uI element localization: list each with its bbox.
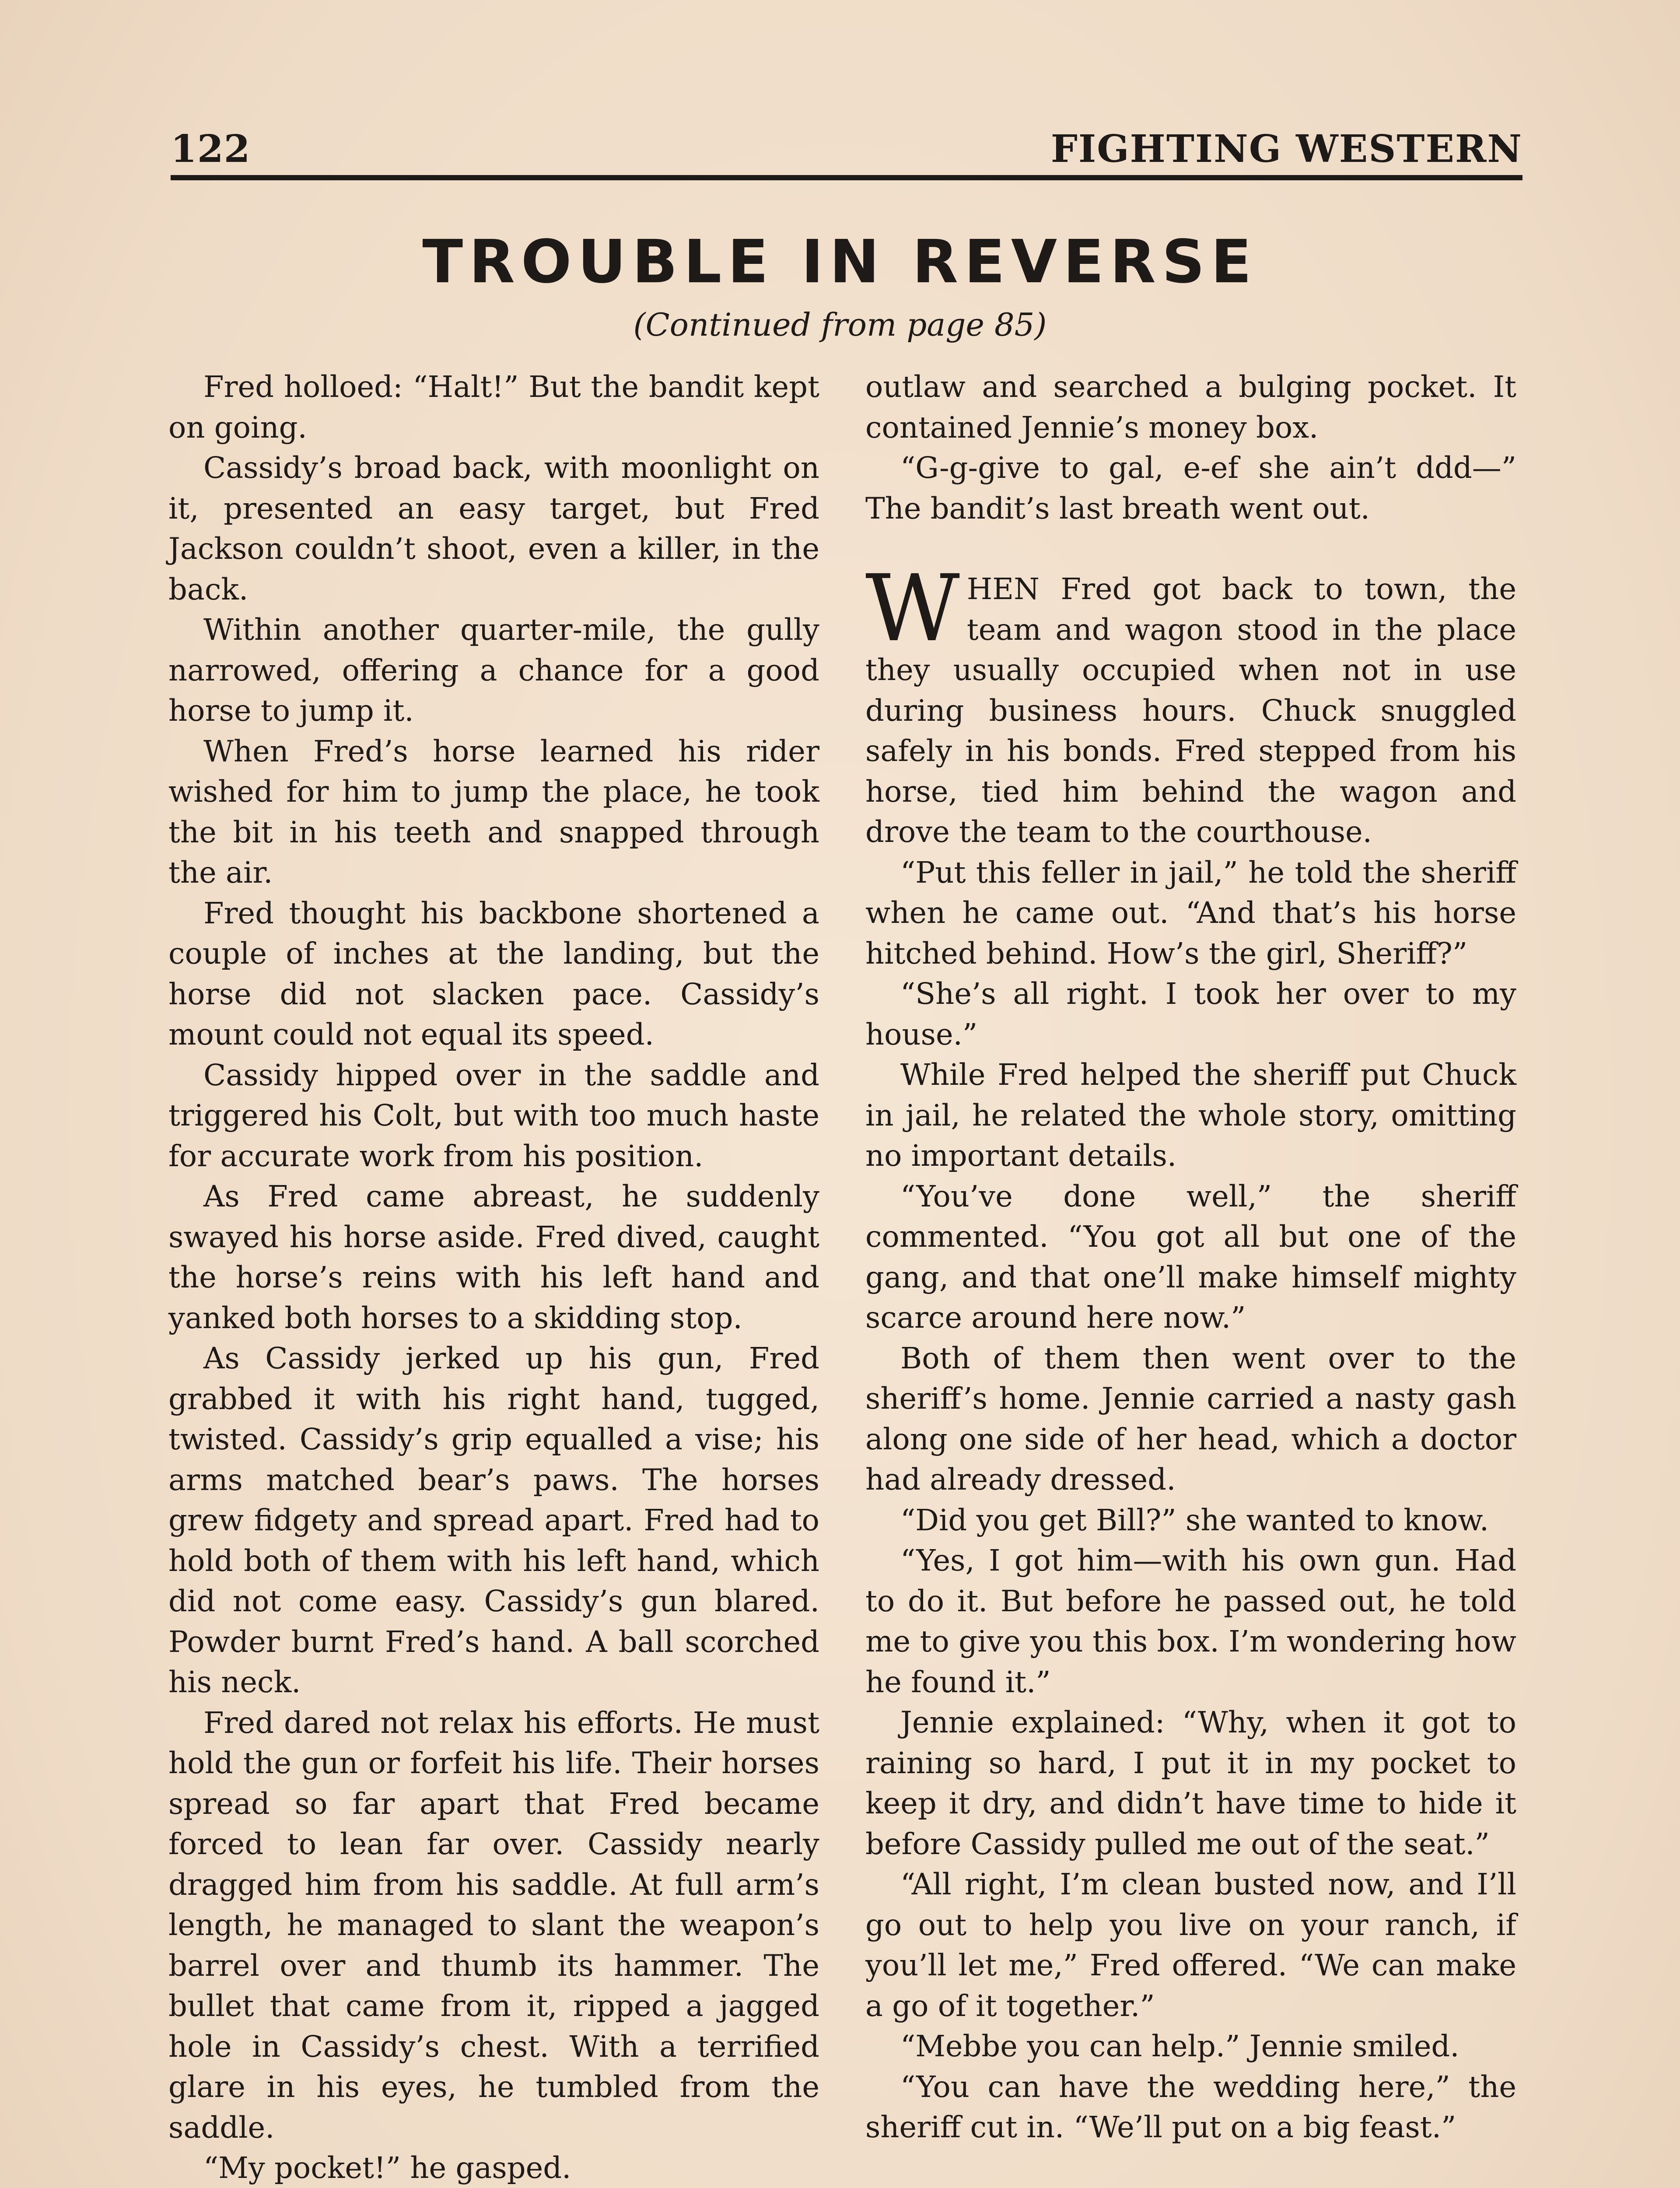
- paragraph: “All right, I’m clean busted now, and I’ll go out to help you live on your ranch, if you’ll let me,” Fred offered. “We can make a go of it together.”: [865, 1867, 1516, 2023]
- paragraph: “G-g-give to gal, e-ef she ain’t ddd—” The bandit’s last breath went out.: [865, 451, 1516, 526]
- paragraph: Fred thought his backbone shortened a couple of inches at the landing, but the horse did not slacken pace. Cassidy’s mount could not equal its speed.: [168, 896, 819, 1052]
- paragraph: When Fred’s horse learned his rider wished for him to jump the place, he took the bit in his teeth and snapped through the air.: [168, 734, 819, 890]
- continued-note: (Continued from page 85): [633, 306, 1047, 343]
- paragraph: “Put this feller in jail,” he told the sheriff when he came out. “And that’s his horse hitched behind. How’s the girl, Sheriff?”: [865, 855, 1516, 971]
- paragraph: Within another quarter-mile, the gully narrowed, offering a chance for a good horse to jump it.: [168, 613, 819, 728]
- paragraph: While Fred helped the sheriff put Chuck in jail, he related the whole story, omitting no important details.: [865, 1058, 1516, 1173]
- paragraph: “My pocket!” he gasped.: [203, 2151, 571, 2185]
- paragraph: Cassidy hipped over in the saddle and triggered his Colt, but with too much haste for accurate work from his position.: [168, 1058, 819, 1173]
- paragraph: As Cassidy jerked up his gun, Fred grabbed it with his right hand, tugged, twisted. Cassidy’s grip equalled a vise; his arms matched bear’s paws. The horses grew fidgety and spread apart. Fred had to hold both of them with his left hand, which did not come easy. Cassidy’s gun blared. Powder burnt Fred’s hand. A ball scorched his neck.: [168, 1341, 819, 1699]
- paragraph: Cassidy’s broad back, with moonlight on it, presented an easy target, but Fred Jackson couldn’t shoot, even a killer, in the back.: [168, 451, 819, 607]
- paragraph: “You can have the wedding here,” the sheriff cut in. “We’ll put on a big feast.”: [865, 2069, 1516, 2144]
- paragraph: “Yes, I got him—with his own gun. Had to do it. But before he passed out, he told me to give you this box. I’m wondering how he found it.”: [865, 1543, 1516, 1699]
- paragraph: Fred dared not relax his efforts. He must hold the gun or forfeit his life. Their horses spread so far apart that Fred became forced to lean far over. Cassidy nearly dragged him from his saddle. At full arm’s length, he managed to slant the weapon’s barrel over and thumb its hammer. The bullet that came from it, ripped a jagged hole in Cassidy’s chest. With a terrified glare in his eyes, he tumbled from the saddle.: [168, 1705, 819, 2145]
- paragraph: Fred holloed: “Halt!” But the bandit kept on going.: [168, 370, 819, 445]
- paragraph: Jennie explained: “Why, when it got to raining so hard, I put it in my pocket to keep it dry, and didn’t have time to hide it before Cassidy pulled me out of the seat.”: [865, 1705, 1516, 1861]
- running-head: FIGHTING WESTERN: [1050, 127, 1522, 171]
- left-column: [168, 367, 819, 2188]
- paragraph: “You’ve done well,” the sheriff commented. “You got all but one of the gang, and that one’ll make himself mighty scarce around here now.”: [865, 1179, 1516, 1335]
- drop-cap: W: [865, 555, 960, 662]
- paragraph: As Fred came abreast, he suddenly swayed his horse aside. Fred dived, caught the horse’s reins with his left hand and yanked both horses to a skidding stop.: [168, 1179, 819, 1335]
- story-title: TROUBLE IN REVERSE: [422, 228, 1258, 297]
- section-opening-paragraph: [865, 555, 1516, 852]
- paragraph-continuation: outlaw and searched a bulging pocket. It contained Jennie’s money box.: [865, 370, 1516, 445]
- paragraph: Both of them then went over to the sheriff’s home. Jennie carried a nasty gash along one side of her head, which a doctor had already dressed.: [865, 1341, 1516, 1497]
- right-column: [865, 367, 1516, 2148]
- section-opening-text: HEN Fred got back to town, the team and wagon stood in the place they usually occupied when not in use during business hours. Chuck snuggled safely in his bonds. Fred stepped from his horse, tied him behind the wagon and drove the team to the courthouse.: [865, 572, 1516, 849]
- page-header: [171, 127, 1522, 180]
- paragraph: “Did you get Bill?” she wanted to know.: [900, 1503, 1489, 1537]
- page-number: 122: [171, 127, 251, 171]
- paragraph: “She’s all right. I took her over to my house.”: [865, 977, 1516, 1052]
- paragraph: “Mebbe you can help.” Jennie smiled.: [900, 2029, 1460, 2063]
